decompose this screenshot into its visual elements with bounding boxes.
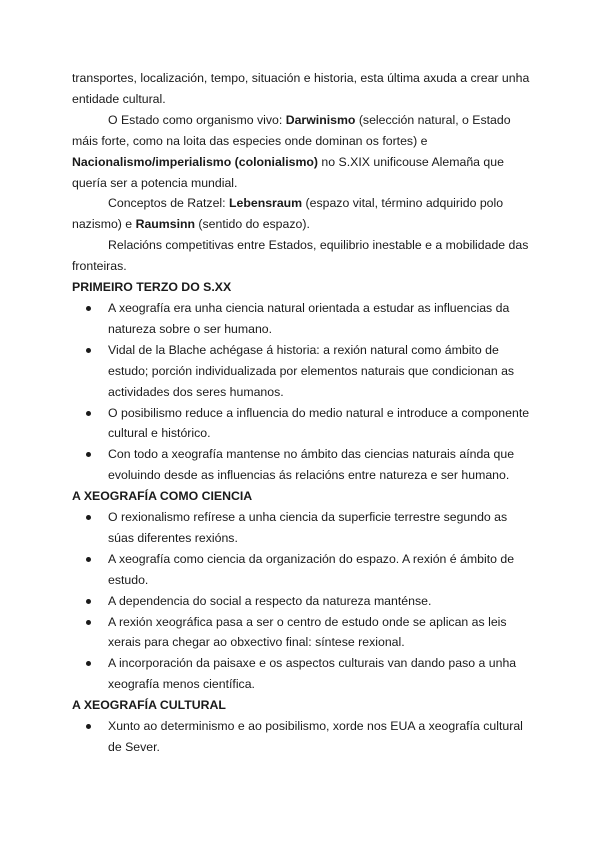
bullet-icon [86,515,91,520]
bullet-list-xeografia-cultural [72,716,534,758]
text-run: (espazo vital, término adquirido polo nazismo) e [72,196,504,232]
text-run: no S.XIX unificouse Alemaña que quería ser a potencia mundial. [72,154,504,190]
list-item [72,507,534,549]
paragraph-relations: Relacións competitivas entre Estados, equilibrio inestable e a mobilidade das fronteiras. [72,238,529,274]
bullet-icon [86,411,91,416]
bullet-icon [86,557,91,562]
list-item [72,591,534,612]
paragraph-intro: transportes, localización, tempo, situación e historia, esta última axuda a crear unha entidade cultural. [72,71,530,106]
section-heading-primeiro-terzo: PRIMEIRO TERZO DO S.XX [72,280,232,295]
section-heading-xeografia-cultural: A XEOGRAFÍA CULTURAL [72,698,226,713]
bullet-icon [86,452,91,457]
bullet-icon [86,306,91,311]
list-item-text: A dependencia do social a respecto da natureza manténse. [108,593,432,608]
bullet-list-xeografia-ciencia [72,507,534,695]
list-item [72,403,534,445]
list-item-text: A xeografía como ciencia da organización do espazo. A rexión é ámbito de estudo. [108,551,515,587]
text-run: O Estado como organismo vivo: [108,112,286,127]
bold-term-raumsinn: Raumsinn [135,217,196,232]
list-item-text: O rexionalismo refírese a unha ciencia da superficie terrestre segundo as súas diferentes rexións. [108,510,508,545]
list-item [72,298,534,340]
list-item-text: Vidal de la Blache achégase á historia: a rexión natural como ámbito de estudo; porción individualizada por elementos naturais que condicionan as actividades dos seres humanos. [108,342,515,399]
list-item-text: Con todo a xeografía mantense no ámbito das ciencias naturais aínda que evoluindo desde as influencias ás relacións entre natureza e ser humano. [108,447,515,483]
list-item [72,716,534,758]
bold-term-darwinismo: Darwinismo [285,112,356,127]
list-item-text: Xunto ao determinismo e ao posibilismo, xorde nos EUA a xeografía cultural de Sever. [108,719,523,754]
list-item-text: A xeografía era unha ciencia natural orientada a estudar as influencias da natureza sobre o ser humano. [108,300,510,336]
list-item [72,340,534,403]
bullet-icon [86,620,91,625]
list-item [72,612,534,654]
bullet-icon [86,661,91,666]
section-heading-xeografia-ciencia: A XEOGRAFÍA COMO CIENCIA [72,489,253,504]
bullet-icon [86,724,91,729]
list-item [72,444,534,486]
text-run: Conceptos de Ratzel: [108,196,229,211]
text-run: (sentido do espazo). [195,217,310,232]
list-item [72,653,534,695]
text-run: (selección natural, o Estado máis forte, como na loita das especies onde dominan os fortes) e [72,112,511,148]
document-body [72,68,534,758]
list-item-text: A rexión xeográfica pasa a ser o centro de estudo onde se aplican as leis xerais para chegar ao obxectivo final: síntese rexional. [108,614,507,650]
paragraph-organism [72,110,534,194]
list-item-text: A incorporación da paisaxe e os aspectos culturais van dando paso a unha xeografía menos científica. [108,656,517,692]
bullet-list-primeiro-terzo [72,298,534,486]
bold-term-lebensraum: Lebensraum [229,196,303,211]
list-item [72,549,534,591]
paragraph-ratzel [72,193,534,235]
list-item-text: O posibilismo reduce a influencia do medio natural e introduce a componente cultural e histórico. [108,405,530,441]
bullet-icon [86,599,91,604]
bold-term-nacionalismo: Nacionalismo/imperialismo (colonialismo) [72,154,318,169]
bullet-icon [86,348,91,353]
